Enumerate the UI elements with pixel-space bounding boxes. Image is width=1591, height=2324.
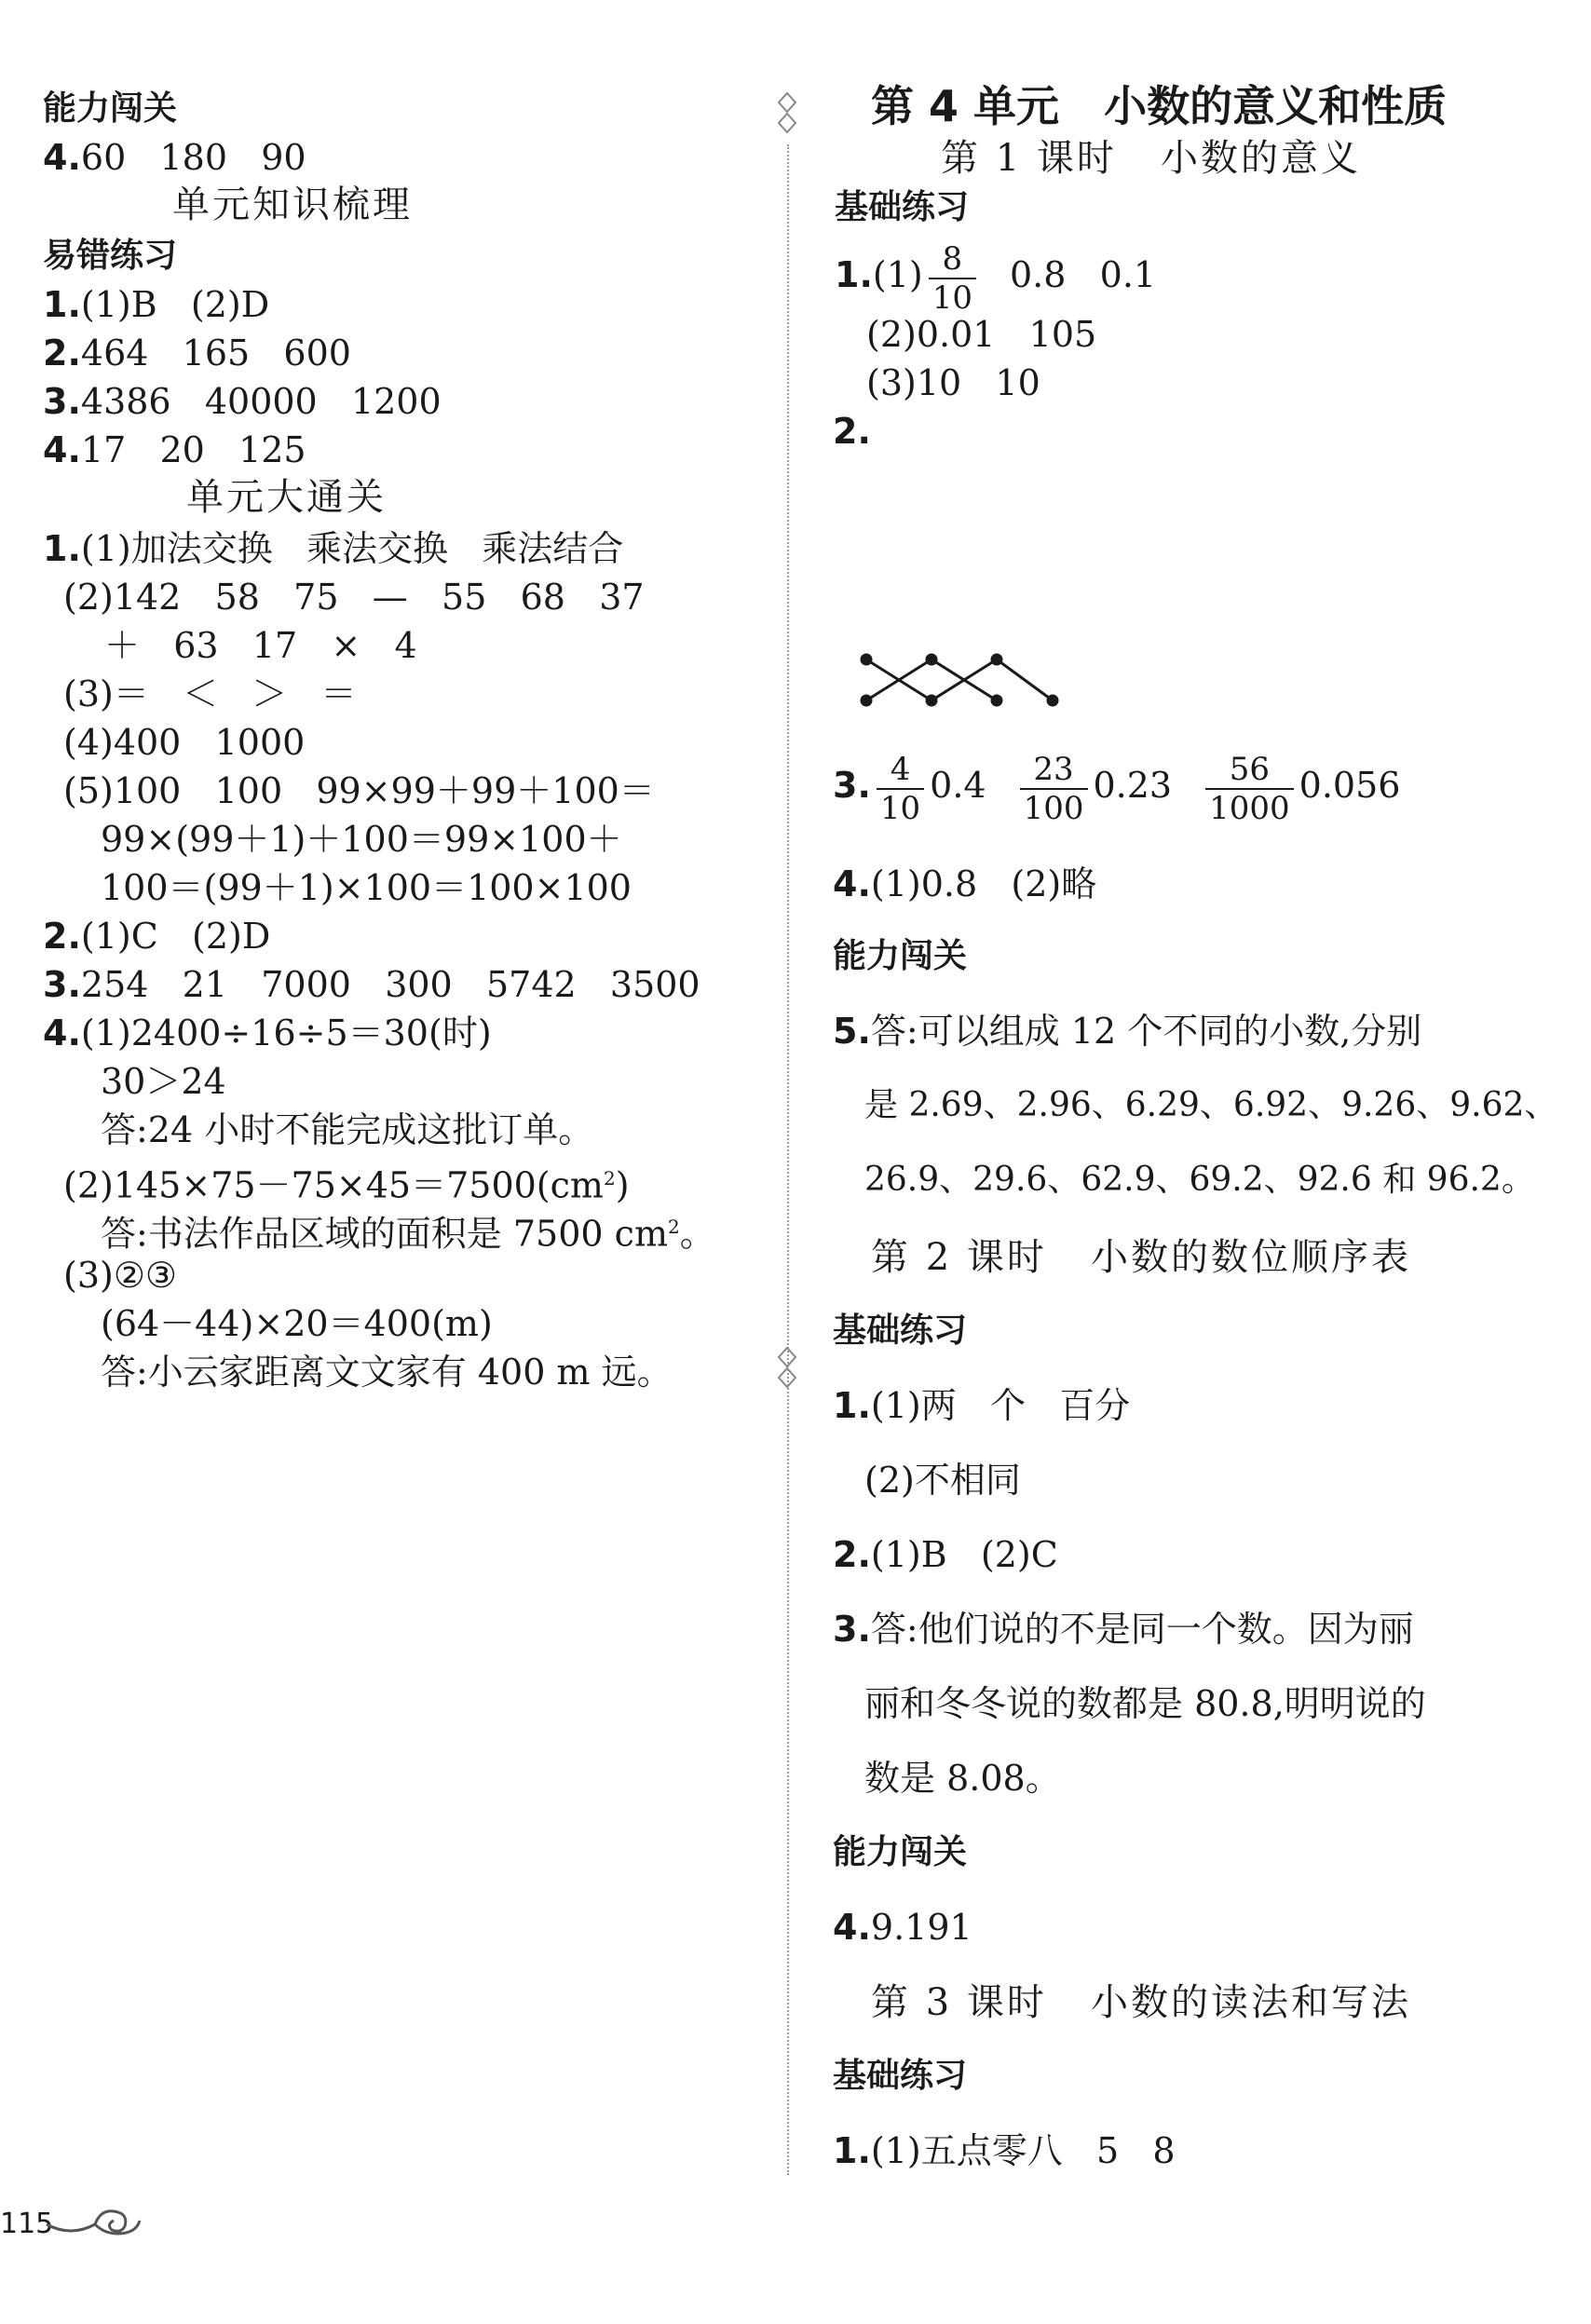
answer-line: 4.17 20 125: [43, 429, 306, 470]
heading-yicuo: 易错练习: [43, 237, 178, 275]
answer-line: 2.(1)B (2)C: [833, 1534, 1058, 1575]
answer-line: $(2)145\times 75-75\times 45=7500(cm^2)$: [63, 1164, 630, 1206]
answer-line: 答:书法作品区域的面积是 7500 $cm^2$。: [101, 1213, 715, 1255]
cloud-ornament-icon: [43, 2196, 145, 2243]
answer-line: (3)②③: [63, 1255, 177, 1296]
answer-line: (2)0.01 105: [866, 314, 1097, 355]
answer-line: 5.答:可以组成 12 个不同的小数,分别: [833, 1011, 1422, 1052]
section-title-zhishi: 单元知识梳理: [172, 183, 413, 226]
answer-line: 答:24 小时不能完成这批订单。: [101, 1109, 594, 1150]
answer-line: 丽和冬冬说的数都是 80.8,明明说的: [864, 1683, 1426, 1724]
answer-line: 3. $\frac{4}{10}$ 0.4 $\frac{23}{100}$ 0.23 $\frac{56}{1000}$ 0.056: [833, 750, 1401, 827]
unit-title: 第 4 单元 小数的意义和性质: [871, 81, 1448, 131]
answer-line: 30＞24: [101, 1061, 226, 1102]
answer-line: 2.(1)C (2)D: [43, 916, 271, 957]
answer-line: 2.464 165 600: [43, 333, 351, 374]
heading-jichu-1: 基础练习: [835, 188, 970, 226]
column-divider: [787, 144, 789, 2175]
section-title-datongguan: 单元大通关: [186, 476, 387, 519]
divider-ornament-icon: [777, 91, 797, 136]
heading-jichu-2: 基础练习: [833, 1311, 968, 1350]
answer-line: 3.254 21 7000 300 5742 3500: [43, 964, 700, 1005]
answer-line: 1.(1)加法交换 乘法交换 乘法结合: [43, 528, 624, 569]
answer-line: 4.60 180 90: [43, 137, 306, 178]
answer-line: 答:小云家距离文文家有 400 m 远。: [101, 1352, 673, 1393]
answer-line: 1.(1)两 个 百分: [833, 1385, 1131, 1426]
answer-line: (3)＝ ＜ ＞ ＝: [63, 673, 357, 714]
answer-line: (64－44)×20＝400(m): [101, 1303, 493, 1344]
heading-nengli-1: 能力闯关: [833, 937, 968, 975]
heading-jichu-3: 基础练习: [833, 2057, 968, 2095]
answer-line: (5)100 100 99×99＋99＋100＝: [63, 770, 655, 811]
answer-line: 3.答:他们说的不是同一个数。因为丽: [833, 1609, 1414, 1650]
answer-line: 4.(1)2400÷16÷5＝30(时): [43, 1013, 492, 1053]
fraction: $\frac{23}{100}$: [1020, 751, 1088, 827]
answer-line: 2.: [833, 411, 871, 452]
answer-line: ＋ 63 17 × 4: [104, 625, 417, 666]
answer-line: 1.(1) $\frac{8}{10}$ 0.8 0.1: [835, 239, 1157, 317]
answer-line: 1.(1)五点零八 5 8: [833, 2130, 1176, 2171]
divider-ornament-icon: [777, 1346, 797, 1391]
answer-line: 26.9、29.6、62.9、69.2、92.6 和 96.2。: [864, 1161, 1535, 1199]
matching-lines-diagram: [857, 652, 1062, 708]
lesson-title-1: 第 1 课时 小数的意义: [941, 137, 1362, 180]
answer-line: 4.(1)0.8 (2)略: [833, 863, 1097, 904]
answer-line: 3.4386 40000 1200: [43, 381, 442, 422]
fraction: $\frac{56}{1000}$: [1205, 751, 1294, 827]
answer-line: (3)10 10: [866, 362, 1040, 403]
page-number: 115: [0, 2208, 54, 2240]
heading-nengli: 能力闯关: [43, 89, 178, 128]
fraction: $\frac{8}{10}$: [929, 240, 976, 317]
answer-line: 1.(1)B (2)D: [43, 284, 270, 325]
answer-line: 数是 8.08。: [864, 1758, 1061, 1799]
fraction: $\frac{4}{10}$: [877, 751, 924, 827]
lesson-title-3: 第 3 课时 小数的读法和写法: [871, 1981, 1412, 2024]
answer-line: 100＝(99＋1)×100＝100×100: [101, 867, 632, 908]
heading-nengli-2: 能力闯关: [833, 1833, 968, 1871]
answer-line: (2)不相同: [864, 1460, 1021, 1501]
answer-line: 是 2.69、2.96、6.29、6.92、9.26、9.62、: [864, 1086, 1558, 1124]
answer-line: 99×(99＋1)＋100＝99×100＋: [101, 819, 622, 860]
answer-line: (2)142 58 75 — 55 68 37: [63, 577, 645, 618]
lesson-title-2: 第 2 课时 小数的数位顺序表: [871, 1236, 1412, 1279]
answer-line: 4.9.191: [833, 1907, 972, 1948]
answer-line: (4)400 1000: [63, 722, 306, 763]
